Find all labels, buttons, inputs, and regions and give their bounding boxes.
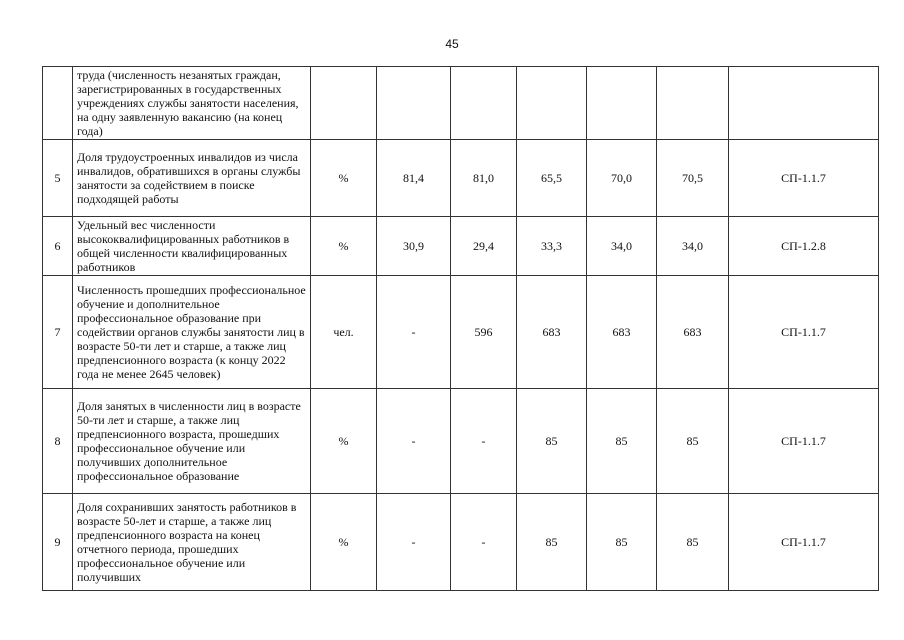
program-code: СП-1.2.8 [729,217,879,276]
row-number: 9 [43,494,73,591]
indicator-description: Удельный вес численности высококвалифицированных работников в общей численности квалифицированных работников [73,217,311,276]
value-cell: 65,5 [517,140,587,217]
table-row [43,217,879,276]
value-cell: 81,4 [377,140,451,217]
value-cell: 30,9 [377,217,451,276]
value-cell: 85 [657,494,729,591]
value-cell: 34,0 [657,217,729,276]
value-cell: - [377,389,451,494]
value-cell: 596 [451,276,517,389]
value-cell: 34,0 [587,217,657,276]
table-row [43,67,879,140]
value-cell: 85 [587,494,657,591]
value-cell [517,67,587,140]
indicator-description: Доля сохранивших занятость работников в возрасте 50-лет и старше, а также лиц предпенсионного возраста на конец отчетного периода, прошедших профессиональное обучение или получивших [73,494,311,591]
value-cell: - [377,494,451,591]
value-cell [587,67,657,140]
row-number: 5 [43,140,73,217]
unit-cell: % [311,140,377,217]
row-number [43,67,73,140]
program-code: СП-1.1.7 [729,276,879,389]
value-cell: 85 [517,494,587,591]
row-number: 7 [43,276,73,389]
value-cell: 85 [517,389,587,494]
table-row [43,140,879,217]
value-cell: 81,0 [451,140,517,217]
indicator-description: труда (численность незанятых граждан, зарегистрированных в государственных учреждениях службы занятости населения, на одну заявленную вакансию (на конец года) [73,67,311,140]
program-code [729,67,879,140]
indicators-table [42,66,879,591]
value-cell: 29,4 [451,217,517,276]
unit-cell: % [311,389,377,494]
value-cell [657,67,729,140]
value-cell: 85 [587,389,657,494]
value-cell: 70,5 [657,140,729,217]
value-cell: 683 [587,276,657,389]
row-number: 6 [43,217,73,276]
table-row [43,494,879,591]
table-row [43,389,879,494]
indicator-description: Численность прошедших профессиональное обучение и дополнительное профессиональное образование при содействии органов службы занятости лиц в возрасте 50-ти лет и старше, а также лиц предпенсионного возраста (к концу 2022 года не менее 2645 человек) [73,276,311,389]
value-cell: - [451,494,517,591]
indicator-description: Доля занятых в численности лиц в возрасте 50-ти лет и старше, а также лиц предпенсионного возраста, прошедших профессиональное обучение или получивших дополнительное профессиональное образование [73,389,311,494]
program-code: СП-1.1.7 [729,494,879,591]
value-cell: - [377,276,451,389]
unit-cell: % [311,217,377,276]
row-number: 8 [43,389,73,494]
unit-cell [311,67,377,140]
value-cell: 33,3 [517,217,587,276]
value-cell: 85 [657,389,729,494]
program-code: СП-1.1.7 [729,140,879,217]
value-cell: 683 [517,276,587,389]
table-row [43,276,879,389]
value-cell: 70,0 [587,140,657,217]
value-cell: - [451,389,517,494]
value-cell [451,67,517,140]
program-code: СП-1.1.7 [729,389,879,494]
unit-cell: % [311,494,377,591]
value-cell: 683 [657,276,729,389]
value-cell [377,67,451,140]
indicator-description: Доля трудоустроенных инвалидов из числа инвалидов, обратившихся в органы службы занятости за содействием в поиске подходящей работы [73,140,311,217]
page-number: 45 [445,37,459,51]
unit-cell: чел. [311,276,377,389]
